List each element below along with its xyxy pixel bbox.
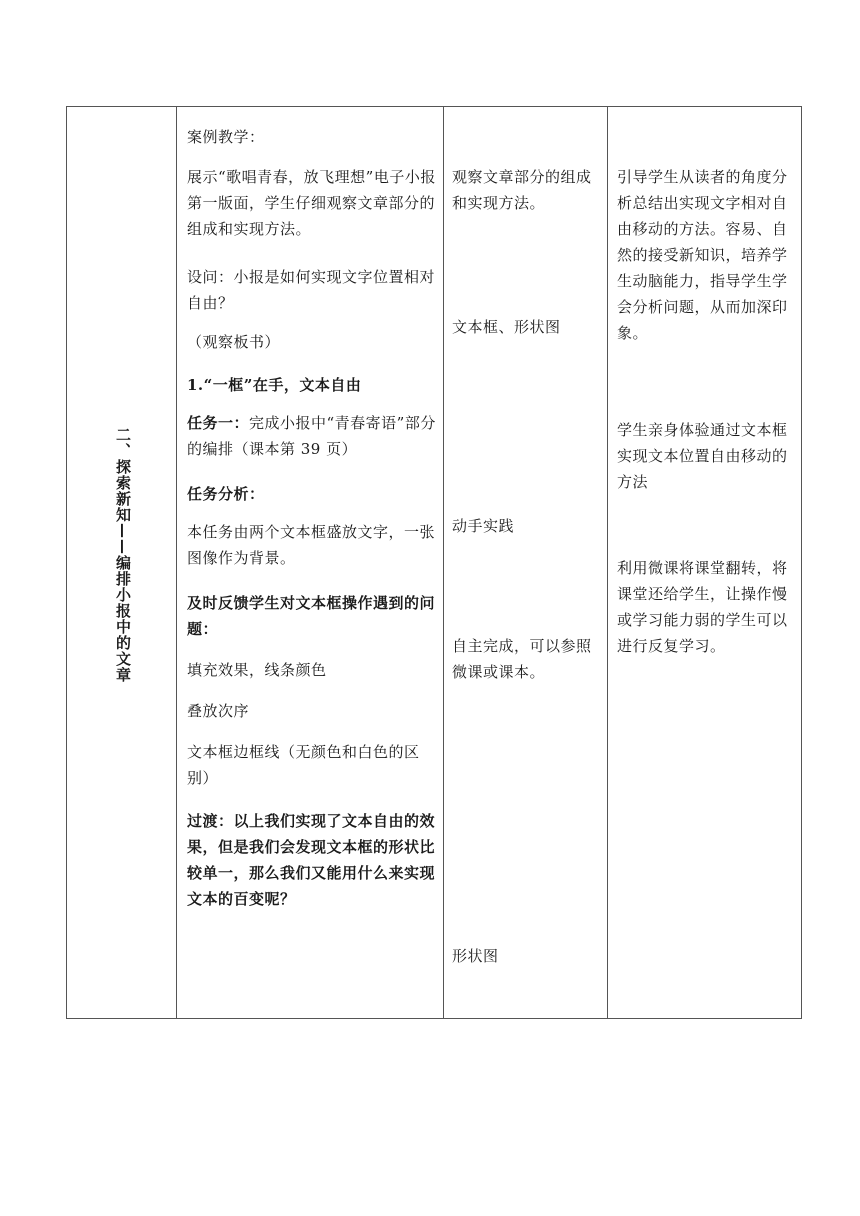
display-text: 展示“歌唱青春，放飞理想”电子小报第一版面，学生仔细观察文章部分的组成和实现方法。 [187, 168, 436, 238]
intent-micro-lesson-text: 利用微课将课堂翻转，将课堂还给学生，让操作慢或学习能力弱的学生可以进行反复学习。 [617, 559, 788, 655]
feedback-item-fill: 填充效果，线条颜色 [187, 661, 327, 679]
design-intent-column [608, 107, 802, 1018]
task-analysis-label: 任务分析： [187, 485, 265, 503]
feedback-item-border: 文本框边框线（无颜色和白色的区别） [187, 743, 420, 787]
lesson-plan-table [66, 106, 802, 1019]
student-observe-text: 观察文章部分的组成和实现方法。 [452, 168, 592, 212]
case-teaching-label: 案例教学： [187, 128, 265, 146]
task-one-text: 完成小报中“青春寄语”部分的编排（课本第 39 页） [187, 414, 436, 458]
student-activity-column [444, 107, 608, 1018]
stage-title: 二、探索新知——编排小报中的文章 [114, 427, 132, 683]
transition-text: 过渡：以上我们实现了文本自由的效果，但是我们会发现文本框的形状比较单一，那么我们又能用什么来实现文本的百变呢？ [187, 812, 436, 908]
student-self-complete-text: 自主完成，可以参照微课或课本。 [452, 637, 592, 681]
student-shape-text: 形状图 [452, 947, 499, 965]
task-analysis-text: 本任务由两个文本框盛放文字，一张图像作为背景。 [187, 523, 436, 567]
intent-guide-text: 引导学生从读者的角度分析总结出实现文字相对自由移动的方法。容易、自然的接受新知识，培养学生动脑能力，指导学生学会分析问题，从而加深印象。 [617, 168, 788, 342]
student-hands-on-text: 动手实践 [452, 517, 515, 535]
intent-experience-text: 学生亲身体验通过文本框实现文本位置自由移动的方法 [617, 421, 788, 491]
task-one-label: 任务一： [187, 414, 250, 432]
observe-board-text: （观察板书） [187, 333, 281, 351]
teacher-activity-column [177, 107, 444, 1018]
student-textbox-shape-text: 文本框、形状图 [452, 318, 561, 336]
feedback-item-order: 叠放次序 [187, 702, 250, 720]
section-heading-1: 1.“一框”在手，文本自由 [187, 376, 362, 394]
feedback-heading: 及时反馈学生对文本框操作遇到的问题： [187, 594, 436, 638]
question-text: 设问：小报是如何实现文字位置相对自由？ [187, 268, 436, 312]
task-one [187, 410, 439, 462]
stage-column [67, 107, 177, 1018]
